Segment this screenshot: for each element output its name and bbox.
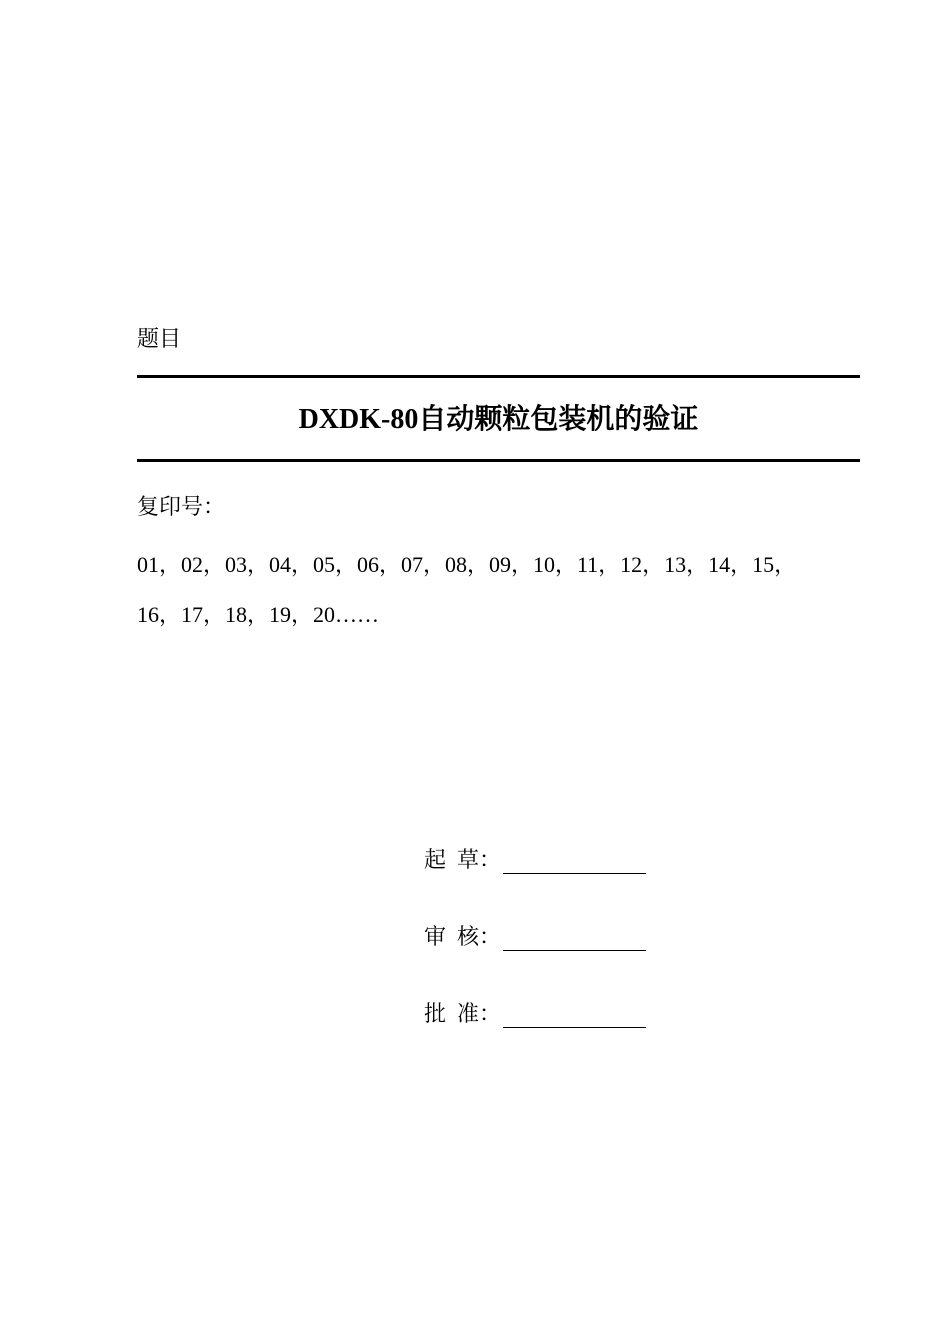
copy-number-label: 复印号： bbox=[137, 494, 226, 519]
copy-number-line-1: 01，02，03，04，05，06，07，08，09，10，11，12，13，14，15， bbox=[137, 552, 797, 577]
title-bottom-rule bbox=[137, 459, 860, 462]
review-label: 审 核： bbox=[424, 924, 502, 949]
document-title: DXDK-80自动颗粒包装机的验证 bbox=[298, 404, 699, 435]
copy-number-list bbox=[137, 540, 860, 640]
review-signature-line bbox=[503, 928, 646, 951]
approve-label: 批 准： bbox=[424, 1001, 502, 1026]
approve-signature-row bbox=[424, 1000, 646, 1028]
draft-label: 起 草： bbox=[424, 847, 502, 872]
draft-signature-line bbox=[503, 851, 646, 874]
review-signature-row bbox=[424, 923, 646, 951]
approve-signature-line bbox=[503, 1005, 646, 1028]
title-top-rule bbox=[137, 375, 860, 378]
topic-label: 题目 bbox=[137, 326, 182, 351]
draft-signature-row bbox=[424, 846, 646, 874]
copy-number-line-2: 16，17，18，19，20…… bbox=[137, 602, 380, 627]
